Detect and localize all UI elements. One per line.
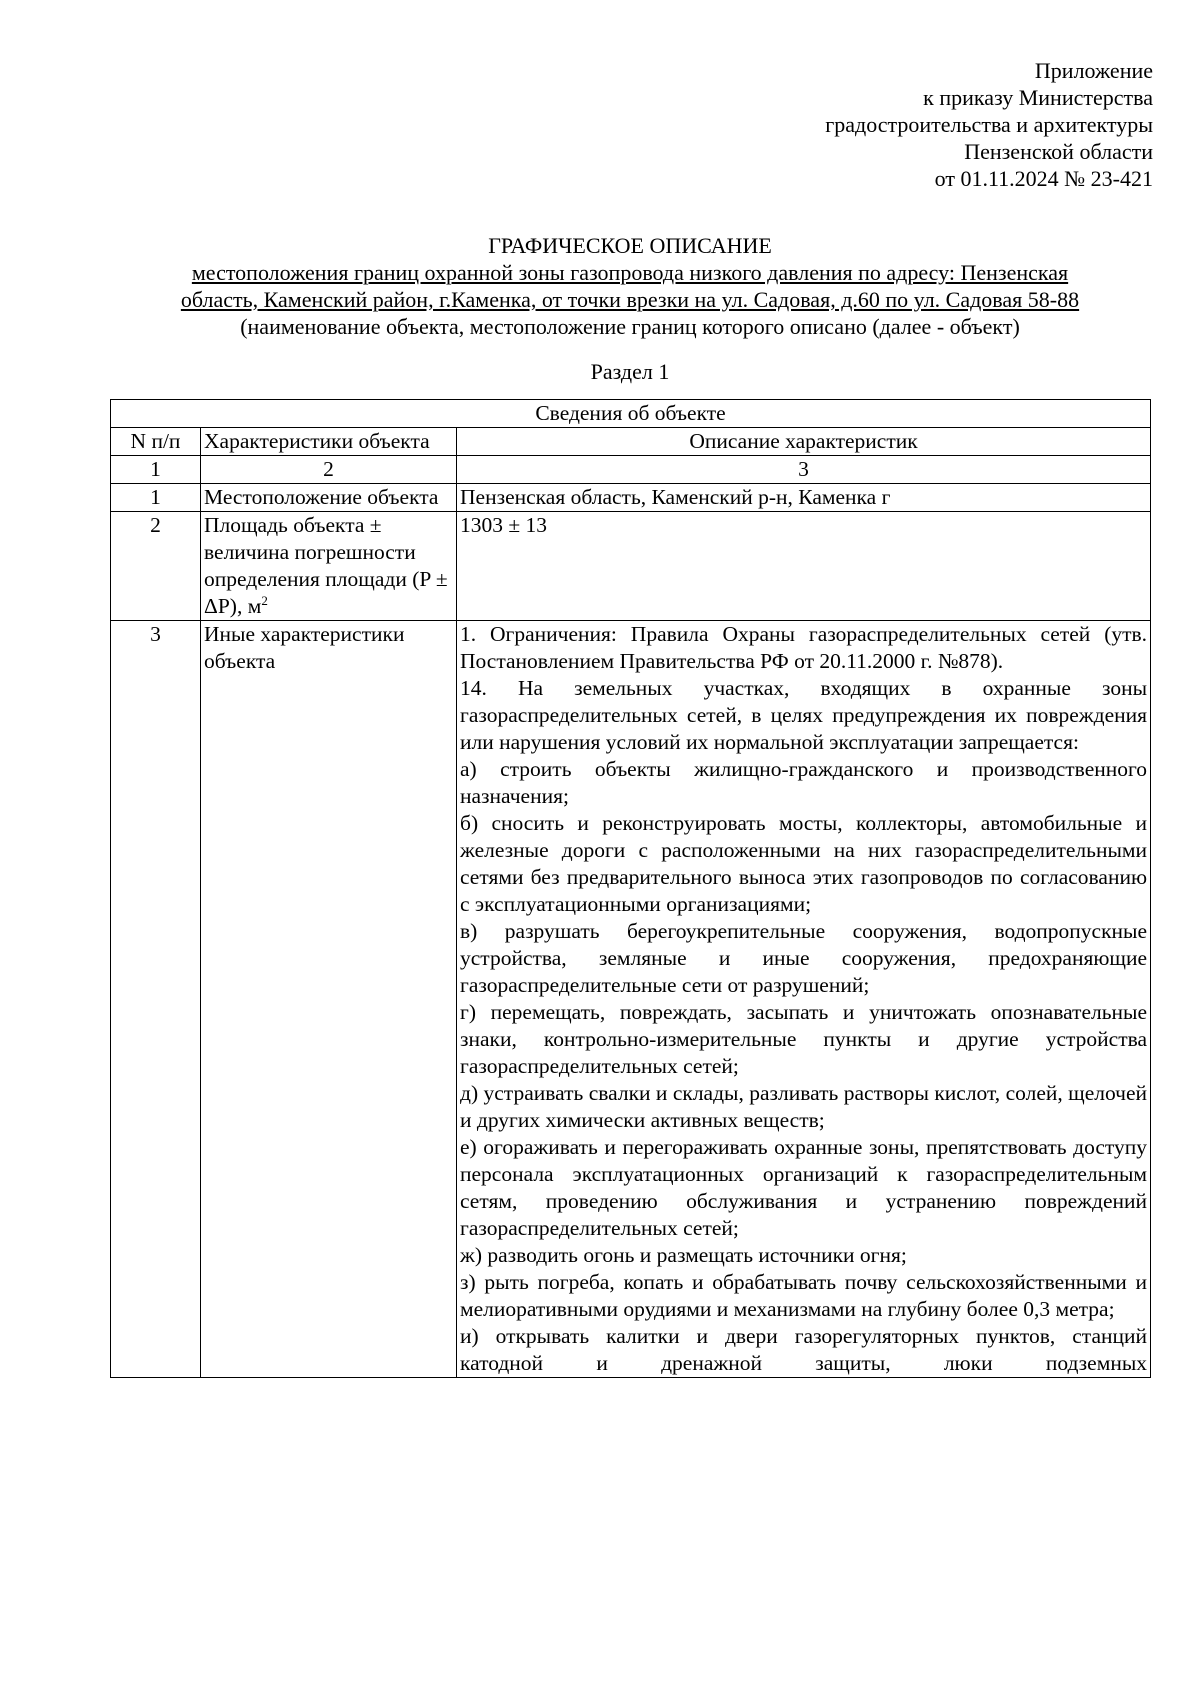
order-reference-block [825,57,1153,192]
table-row [111,512,1151,621]
header-cell-number: N п/п [111,428,201,456]
object-name-line-1: местоположения границ охранной зоны газопровода низкого давления по адресу: Пензенская [191,260,1069,285]
row-description [457,621,1151,1378]
column-number: 3 [457,456,1151,484]
header-line: Пензенской области [964,139,1153,164]
row-number: 1 [111,484,201,512]
header-line: от 01.11.2024 № 23-421 [934,166,1153,191]
header-line: градостроительства и архитектуры [825,112,1153,137]
area-unit-superscript: 2 [261,592,268,608]
object-name-line-2: область, Каменский район, г.Каменка, от точки врезки на ул. Садовая, д.60 по ул. Садовая 58-88 [180,287,1080,312]
column-number-row [111,456,1151,484]
area-label: Площадь объекта ± величина погрешности определения площади (P ± ΔP), м [204,513,448,618]
row-characteristic [201,512,457,621]
table-header-row [111,428,1151,456]
table-caption-row [111,400,1151,428]
paragraph: 14. На земельных участках, входящих в охранные зоны газораспределительных сетей, в целях предупреждения их повреждения или нарушения условий их нормальной эксплуатации запрещается: [460,676,1148,754]
document-title-block [110,232,1150,340]
table-caption: Сведения об объекте [111,400,1151,428]
row-characteristic: Местоположение объекта [201,484,457,512]
header-cell-description: Описание характеристик [457,428,1151,456]
paragraph: б) сносить и реконструировать мосты, коллекторы, автомобильные и железные дороги с расположенными на них газораспределительными сетями без предварительного выноса этих газопроводов по согласованию с эксплуатационными организациями; [460,811,1148,916]
object-info-table [110,399,1151,1378]
paragraph: в) разрушать берегоукрепительные сооружения, водопропускные устройства, земляные и иные сооружения, предохраняющие газораспределительные сети от разрушений; [460,919,1148,997]
paragraph: а) строить объекты жилищно-гражданского и производственного назначения; [460,757,1148,808]
paragraph: ж) разводить огонь и размещать источники огня; [460,1243,907,1267]
header-line: Приложение [1034,58,1153,83]
table-row [111,484,1151,512]
paragraph: и) открывать калитки и двери газорегуляторных пунктов, станций катодной и дренажной защиты, люки подземных [460,1324,1148,1375]
paragraph: г) перемещать, повреждать, засыпать и уничтожать опознавательные знаки, контрольно-измерительные пункты и другие устройства газораспределительных сетей; [460,1000,1148,1078]
header-line: к приказу Министерства [923,85,1153,110]
paragraph: 1. Ограничения: Правила Охраны газораспределительных сетей (утв. Постановлением Правительства РФ от 20.11.2000 г. №878). [460,622,1148,673]
document-title: ГРАФИЧЕСКОЕ ОПИСАНИЕ [488,233,772,258]
row-characteristic: Иные характеристики объекта [201,621,457,1378]
paragraph: д) устраивать свалки и склады, разливать растворы кислот, солей, щелочей и других химически активных веществ; [460,1081,1148,1132]
section-label: Раздел 1 [590,359,670,384]
column-number: 2 [201,456,457,484]
header-cell-characteristic: Характеристики объекта [201,428,457,456]
paragraph: з) рыть погреба, копать и обрабатывать почву сельскохозяйственными и мелиоративными орудиями и механизмами на глубину более 0,3 метра; [460,1270,1148,1321]
row-number: 2 [111,512,201,621]
paragraph: е) огораживать и перегораживать охранные зоны, препятствовать доступу персонала эксплуатационных организаций к газораспределительным сетям, проведению обслуживания и устранению повреждений газораспределительных сетей; [460,1135,1148,1240]
row-description: Пензенская область, Каменский р-н, Каменка г [457,484,1151,512]
row-number: 3 [111,621,201,1378]
table-row [111,621,1151,1378]
column-number: 1 [111,456,201,484]
row-description: 1303 ± 13 [457,512,1151,621]
object-name-note: (наименование объекта, местоположение границ которого описано (далее - объект) [240,314,1020,339]
